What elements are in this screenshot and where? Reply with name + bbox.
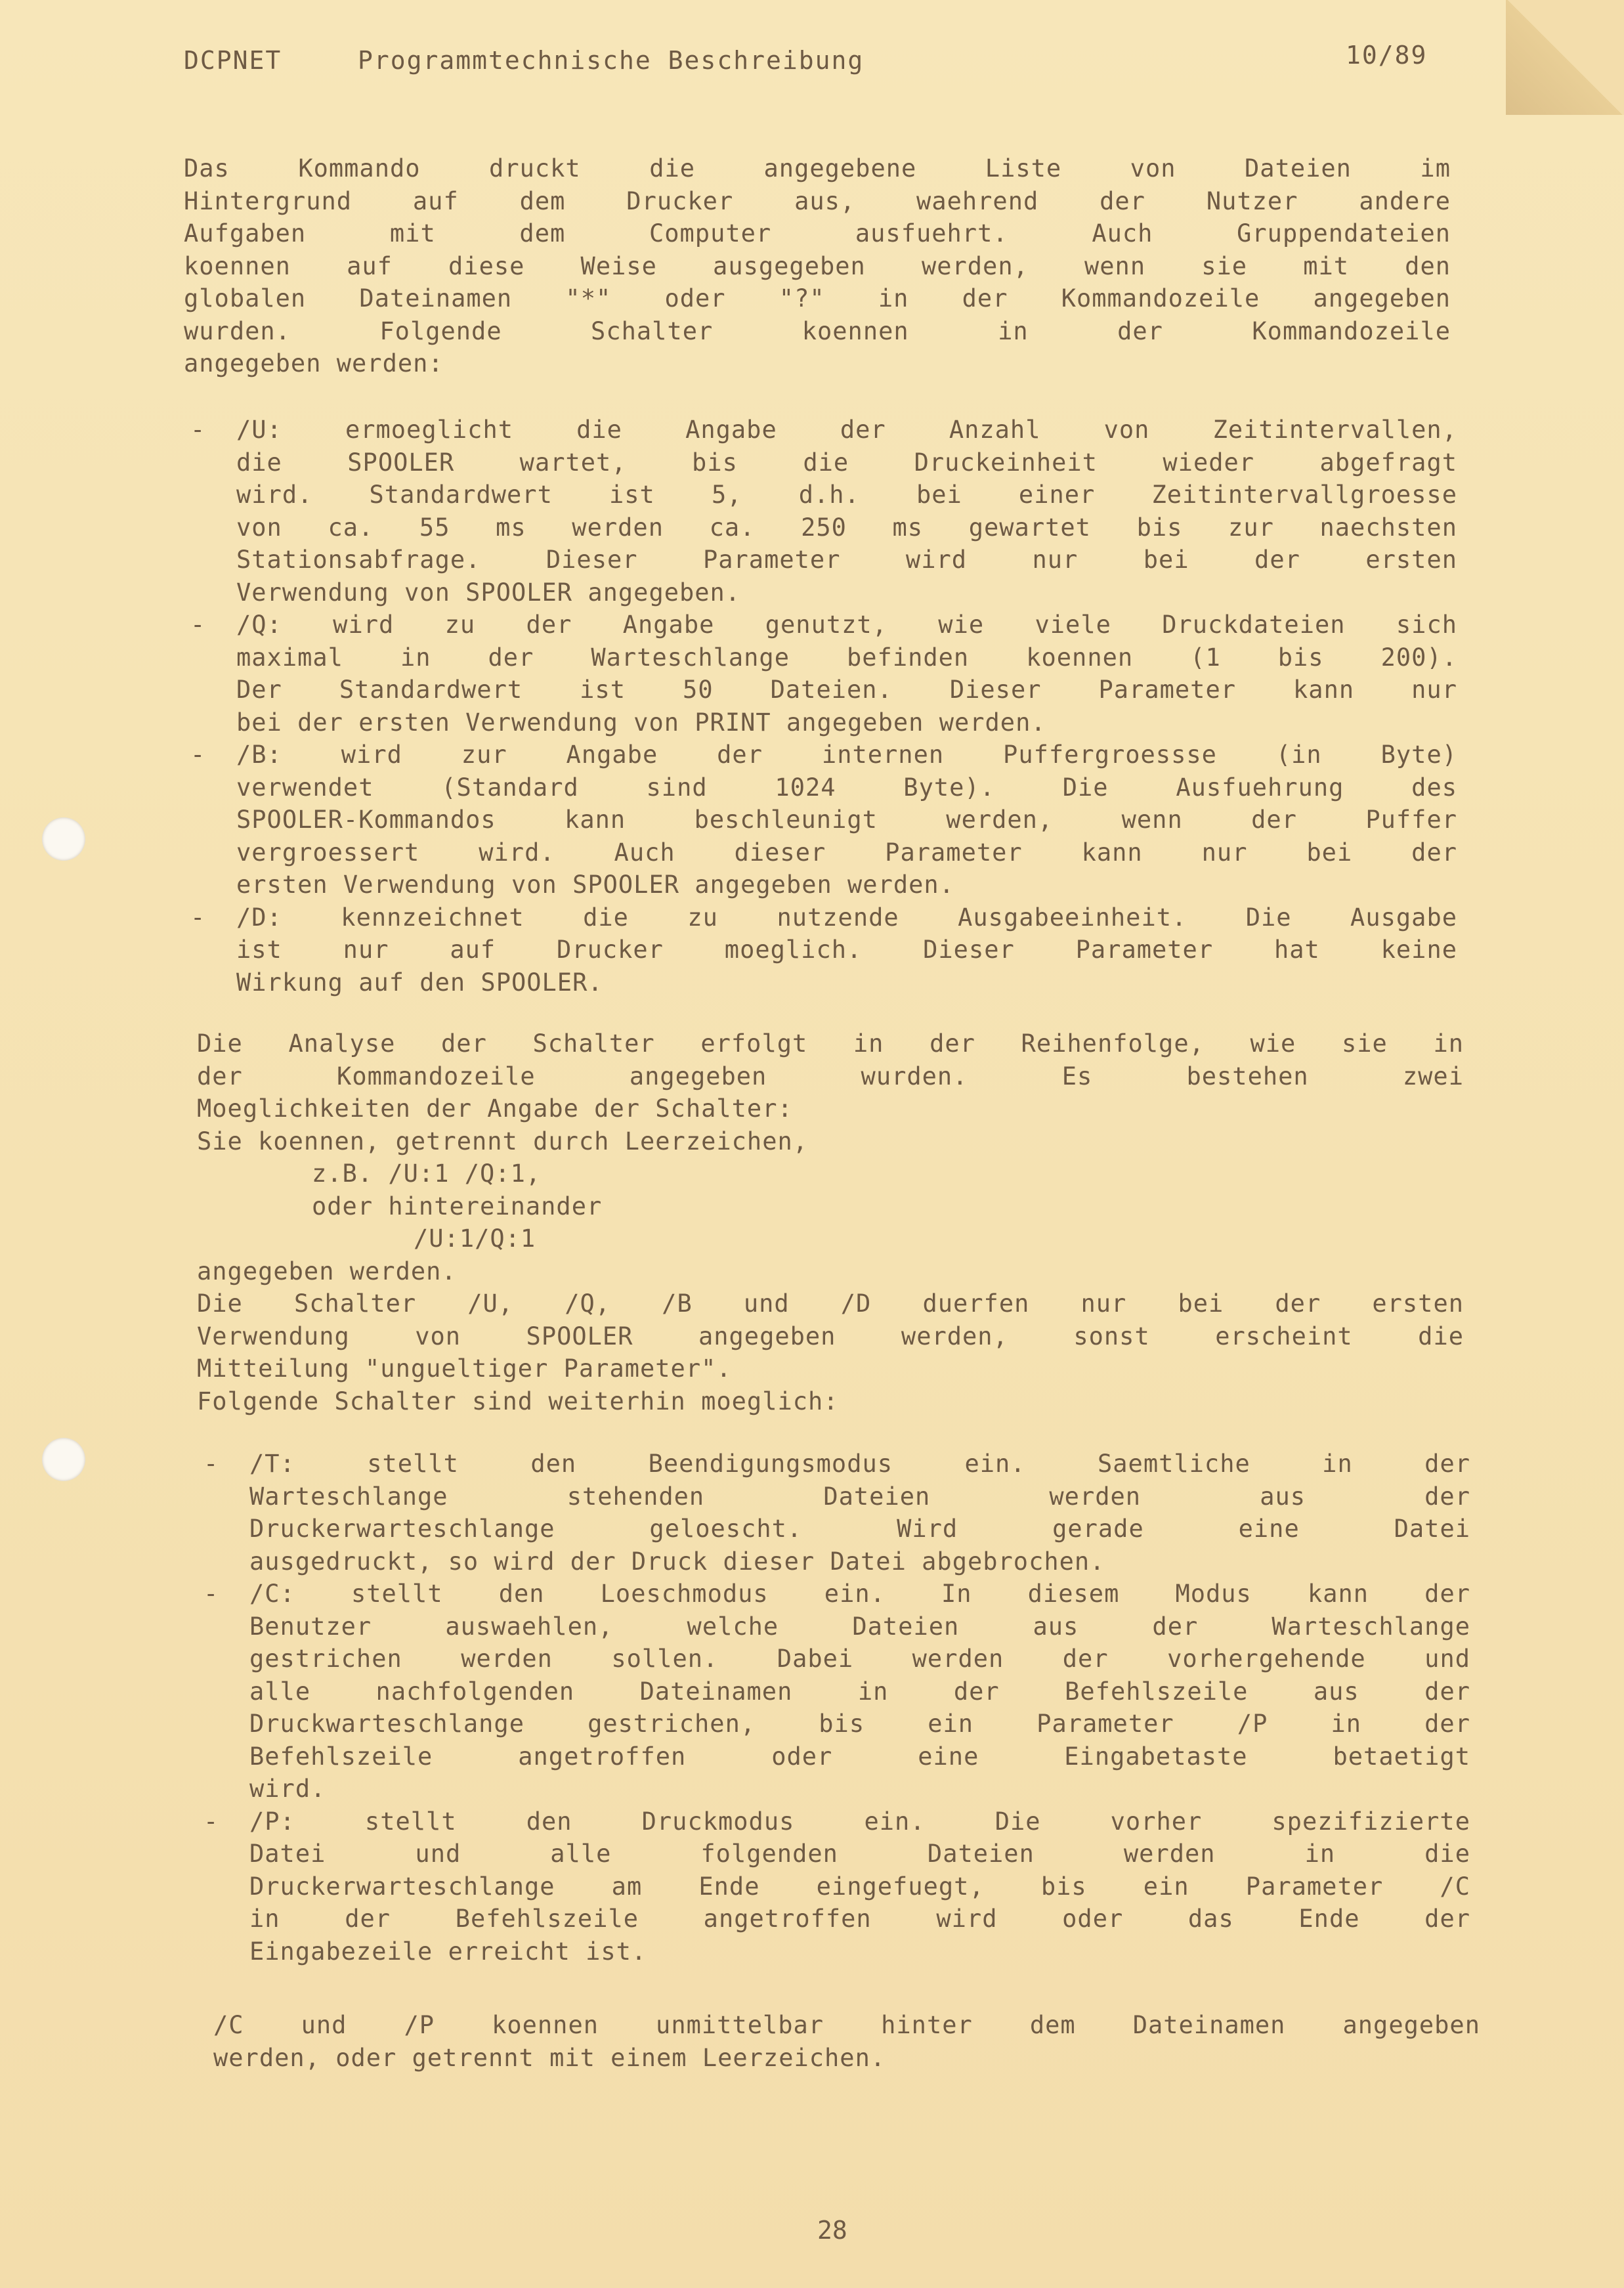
- text-line: Benutzer auswaehlen, welche Dateien aus der Warteschlange: [249, 1612, 1470, 1641]
- text-line: der Kommandozeile angegeben wurden. Es bestehen zwei: [197, 1062, 1464, 1090]
- switch-item-q: [190, 609, 1457, 739]
- text-line: werden, oder getrennt mit einem Leerzeichen.: [213, 2043, 886, 2072]
- text-line: Aufgaben mit dem Computer ausfuehrt. Auch Gruppendateien: [184, 219, 1451, 248]
- punch-hole-top: [42, 817, 85, 861]
- text-line: wird. Standardwert ist 5, d.h. bei einer Zeitintervallgroesse: [236, 481, 1457, 509]
- list-dash: -: [190, 903, 206, 932]
- text-line: oder hintereinander: [312, 1192, 603, 1220]
- list-dash: -: [203, 1807, 219, 1836]
- example-separated: z.B. /U:1 /Q:1,: [312, 1159, 542, 1188]
- text-line: Verwendung von SPOOLER angegeben werden, sonst erscheint die: [197, 1322, 1464, 1350]
- text-line: ausgedruckt, so wird der Druck dieser Datei abgebrochen.: [249, 1547, 1105, 1576]
- text-line: verwendet (Standard sind 1024 Byte). Die Ausfuehrung des: [236, 773, 1457, 802]
- text-line: Datei und alle folgenden Dateien werden in die: [249, 1840, 1470, 1868]
- text-line: Eingabezeile erreicht ist.: [249, 1937, 647, 1966]
- text-line: /Q: wird zu der Angabe genutzt, wie viele Druckdateien sich: [236, 611, 1457, 639]
- switch-list-primary: [190, 414, 1457, 999]
- closing-paragraph: [213, 2009, 1480, 2074]
- list-dash: -: [203, 1450, 219, 1478]
- text-line: Warteschlange stehenden Dateien werden aus der: [249, 1482, 1470, 1511]
- list-dash: -: [203, 1580, 219, 1608]
- text-line: koennen auf diese Weise ausgegeben werden, wenn sie mit den: [184, 251, 1451, 280]
- intro-paragraph: [184, 152, 1451, 380]
- text-line: Druckwarteschlange gestrichen, bis ein Parameter /P in der: [249, 1710, 1470, 1738]
- text-line: Moeglichkeiten der Angabe der Schalter:: [197, 1094, 793, 1123]
- text-line: /P: stellt den Druckmodus ein. Die vorher spezifizierte: [249, 1807, 1470, 1836]
- text-line: Mitteilung "ungueltiger Parameter".: [197, 1354, 732, 1383]
- text-line: /C und /P koennen unmittelbar hinter dem Dateinamen angegeben: [213, 2011, 1480, 2039]
- text-line: SPOOLER-Kommandos kann beschleunigt werden, wenn der Puffer: [236, 806, 1457, 834]
- header-left: DCPNET: [184, 46, 282, 75]
- text-line: von ca. 55 ms werden ca. 250 ms gewartet bis zur naechsten: [236, 513, 1457, 542]
- text-line: angegeben werden.: [197, 1257, 457, 1285]
- text-line: in der Befehlszeile angetroffen wird oder das Ende der: [249, 1905, 1470, 1933]
- list-dash: -: [190, 416, 206, 444]
- text-line: die SPOOLER wartet, bis die Druckeinheit wieder abgefragt: [236, 448, 1457, 477]
- text-line: gestrichen werden sollen. Dabei werden der vorhergehende und: [249, 1645, 1470, 1673]
- punch-hole-bottom: [42, 1438, 85, 1481]
- list-dash: -: [190, 741, 206, 769]
- analysis-paragraph: [197, 1027, 1464, 1417]
- page-number: 28: [817, 2216, 847, 2245]
- text-line: Sie koennen, getrennt durch Leerzeichen,: [197, 1127, 809, 1155]
- text-line: angegeben werden:: [184, 349, 444, 378]
- text-line: Folgende Schalter sind weiterhin moeglich:: [197, 1387, 839, 1415]
- text-line: vergroessert wird. Auch dieser Parameter kann nur bei der: [236, 838, 1457, 867]
- text-line: /D: kennzeichnet die zu nutzende Ausgabeeinheit. Die Ausgabe: [236, 903, 1457, 932]
- switch-list-secondary: [203, 1448, 1470, 1968]
- switch-item-b: [190, 739, 1457, 901]
- text-line: ist nur auf Drucker moeglich. Dieser Parameter hat keine: [236, 936, 1457, 964]
- text-line: Die Analyse der Schalter erfolgt in der Reihenfolge, wie sie in: [197, 1029, 1464, 1058]
- folded-corner: [1506, 0, 1624, 115]
- text-line: Wirkung auf den SPOOLER.: [236, 968, 603, 997]
- text-line: Die Schalter /U, /Q, /B und /D duerfen nur bei der ersten: [197, 1289, 1464, 1318]
- switch-item-c: [203, 1578, 1470, 1805]
- text-line: Befehlszeile angetroffen oder eine Eingabetaste betaetigt: [249, 1742, 1470, 1771]
- text-line: Druckerwarteschlange am Ende eingefuegt, bis ein Parameter /C: [249, 1872, 1470, 1901]
- text-line: /T: stellt den Beendigungsmodus ein. Saemtliche in der: [249, 1450, 1470, 1478]
- switch-item-u: [190, 414, 1457, 609]
- text-line: /U: ermoeglicht die Angabe der Anzahl von Zeitintervallen,: [236, 416, 1457, 444]
- text-line: wurden. Folgende Schalter koennen in der Kommandozeile: [184, 316, 1451, 345]
- text-line: Verwendung von SPOOLER angegeben.: [236, 578, 741, 607]
- text-line: globalen Dateinamen "*" oder "?" in der Kommandozeile angegeben: [184, 284, 1451, 313]
- text-line: maximal in der Warteschlange befinden koennen (1 bis 200).: [236, 643, 1457, 672]
- text-line: /B: wird zur Angabe der internen Puffergroessse (in Byte): [236, 741, 1457, 769]
- text-line: bei der ersten Verwendung von PRINT angegeben werden.: [236, 708, 1046, 737]
- text-line: alle nachfolgenden Dateinamen in der Befehlszeile aus der: [249, 1677, 1470, 1706]
- switch-item-t: [203, 1448, 1470, 1578]
- text-line: Das Kommando druckt die angegebene Liste von Dateien im: [184, 154, 1451, 183]
- text-line: ersten Verwendung von SPOOLER angegeben werden.: [236, 871, 954, 899]
- text-line: Stationsabfrage. Dieser Parameter wird nur bei der ersten: [236, 546, 1457, 574]
- text-line: /C: stellt den Loeschmodus ein. In diesem Modus kann der: [249, 1580, 1470, 1608]
- list-dash: -: [190, 611, 206, 639]
- header-title: Programmtechnische Beschreibung: [358, 46, 865, 75]
- text-line: wird.: [249, 1775, 326, 1803]
- switch-item-d: [190, 901, 1457, 999]
- text-line: Der Standardwert ist 50 Dateien. Dieser Parameter kann nur: [236, 676, 1457, 704]
- example-combined: /U:1/Q:1: [414, 1224, 536, 1253]
- switch-item-p: [203, 1805, 1470, 1968]
- text-line: Druckerwarteschlange geloescht. Wird gerade eine Datei: [249, 1515, 1470, 1543]
- header-date: 10/89: [1346, 41, 1428, 70]
- text-line: Hintergrund auf dem Drucker aus, waehrend der Nutzer andere: [184, 186, 1451, 215]
